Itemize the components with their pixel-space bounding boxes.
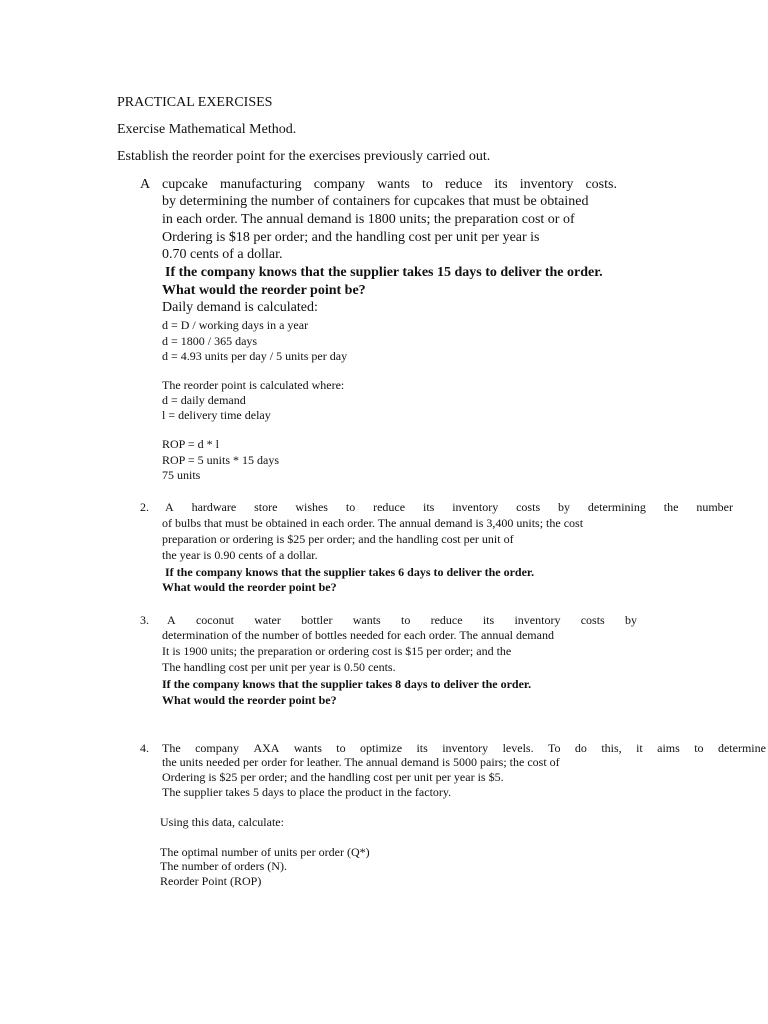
- exercise-line: of bulbs that must be obtained in each order. The annual demand is 3,400 units; the cost: [162, 516, 584, 530]
- calc-line: d = 1800 / 365 days: [162, 334, 258, 348]
- word: its: [482, 613, 495, 627]
- word: by: [624, 613, 637, 627]
- word: company: [313, 177, 366, 192]
- word: inventory: [519, 177, 574, 192]
- word: to: [336, 741, 346, 755]
- rop-title: The reorder point is calculated where:: [162, 378, 345, 392]
- exercise-line: The handling cost per unit per year is 0.50 cents.: [162, 660, 396, 674]
- word: do: [574, 741, 587, 755]
- word: coconut: [195, 613, 234, 627]
- word: hardware: [191, 500, 237, 514]
- exercise-question: If the company knows that the supplier takes 6 days to deliver the order.: [165, 565, 535, 579]
- word: to: [421, 177, 433, 192]
- exercise-first-line: [162, 742, 766, 754]
- word: water: [254, 613, 281, 627]
- exercise-question: What would the reorder point be?: [162, 580, 337, 594]
- word: The: [162, 741, 181, 755]
- exercise-number: 3.: [140, 613, 149, 627]
- instruction-text: Establish the reorder point for the exercises previously carried out.: [117, 149, 491, 164]
- page-heading: PRACTICAL EXERCISES: [117, 95, 273, 110]
- exercise-first-line: [167, 614, 637, 626]
- word: reduce: [430, 613, 463, 627]
- word: its: [422, 500, 435, 514]
- exercise-question: What would the reorder point be?: [162, 283, 366, 298]
- rop-calc-line: ROP = 5 units * 15 days: [162, 453, 279, 467]
- exercise-first-line: [162, 178, 617, 192]
- word: determining: [587, 500, 646, 514]
- word: store: [254, 500, 278, 514]
- word: to: [400, 613, 411, 627]
- exercise-number: 4.: [140, 741, 149, 755]
- calc-item: Reorder Point (ROP): [160, 874, 262, 888]
- word: inventory: [514, 613, 561, 627]
- exercise-question: If the company knows that the supplier takes 8 days to deliver the order.: [162, 677, 532, 691]
- calc-item: The optimal number of units per order (Q*): [160, 845, 370, 859]
- exercise-line: determination of the number of bottles needed for each order. The annual demand: [162, 628, 554, 642]
- exercise-label: A: [140, 177, 151, 192]
- word: to: [345, 500, 356, 514]
- calc-intro: Using this data, calculate:: [160, 815, 284, 829]
- word: wants: [352, 613, 381, 627]
- exercise-line: preparation or ordering is $25 per order; and the handling cost per unit of: [162, 532, 514, 546]
- word: aims: [657, 741, 680, 755]
- rop-calc-line: 75 units: [162, 468, 201, 482]
- exercise-first-line: [165, 501, 733, 513]
- rop-definition: d = daily demand: [162, 393, 246, 407]
- exercise-question: If the company knows that the supplier takes 15 days to deliver the order.: [165, 265, 603, 280]
- page-subheading: Exercise Mathematical Method.: [117, 122, 297, 137]
- exercise-line: Ordering is $25 per order; and the handling cost per unit per year is $5.: [162, 770, 504, 784]
- calc-item: The number of orders (N).: [160, 859, 287, 873]
- word: A: [165, 500, 174, 514]
- calc-title: Daily demand is calculated:: [162, 300, 318, 315]
- word: wants: [377, 177, 410, 192]
- word: reduce: [373, 500, 406, 514]
- calc-line: d = D / working days in a year: [162, 318, 309, 332]
- word: costs: [516, 500, 541, 514]
- exercise-line: by determining the number of containers for cupcakes that must be obtained: [162, 194, 589, 209]
- exercise-line: The supplier takes 5 days to place the product in the factory.: [162, 785, 452, 799]
- calc-line: d = 4.93 units per day / 5 units per day: [162, 349, 348, 363]
- word: cupcake: [162, 177, 208, 192]
- word: AXA: [253, 741, 280, 755]
- word: levels.: [502, 741, 534, 755]
- word: reduce: [444, 177, 483, 192]
- word: it: [636, 741, 643, 755]
- word: number: [696, 500, 733, 514]
- exercise-line: Ordering is $18 per order; and the handling cost per unit per year is: [162, 230, 540, 245]
- word: by: [558, 500, 570, 514]
- exercise-line: in each order. The annual demand is 1800 units; the preparation cost or of: [162, 212, 575, 227]
- exercise-number: 2.: [140, 500, 149, 514]
- word: wishes: [295, 500, 328, 514]
- word: A: [167, 613, 176, 627]
- exercise-question: What would the reorder point be?: [162, 693, 337, 707]
- word: determine: [717, 741, 766, 755]
- rop-definition: l = delivery time delay: [162, 408, 271, 422]
- word: bottler: [301, 613, 333, 627]
- word: its: [494, 177, 508, 192]
- word: optimize: [360, 741, 403, 755]
- rop-calc-line: ROP = d * l: [162, 437, 219, 451]
- exercise-line: the year is 0.90 cents of a dollar.: [162, 548, 318, 562]
- word: wants: [293, 741, 322, 755]
- word: its: [416, 741, 428, 755]
- word: this,: [601, 741, 622, 755]
- word: costs: [580, 613, 605, 627]
- word: to: [694, 741, 704, 755]
- exercise-line: It is 1900 units; the preparation or ordering cost is $15 per order; and the: [162, 644, 512, 658]
- word: the: [663, 500, 679, 514]
- word: company: [195, 741, 240, 755]
- exercise-line: 0.70 cents of a dollar.: [162, 247, 283, 262]
- word: costs.: [585, 177, 617, 192]
- word: To: [548, 741, 561, 755]
- exercise-line: the units needed per order for leather. The annual demand is 5000 pairs; the cost of: [162, 755, 560, 769]
- word: manufacturing: [219, 177, 302, 192]
- word: inventory: [442, 741, 489, 755]
- word: inventory: [452, 500, 499, 514]
